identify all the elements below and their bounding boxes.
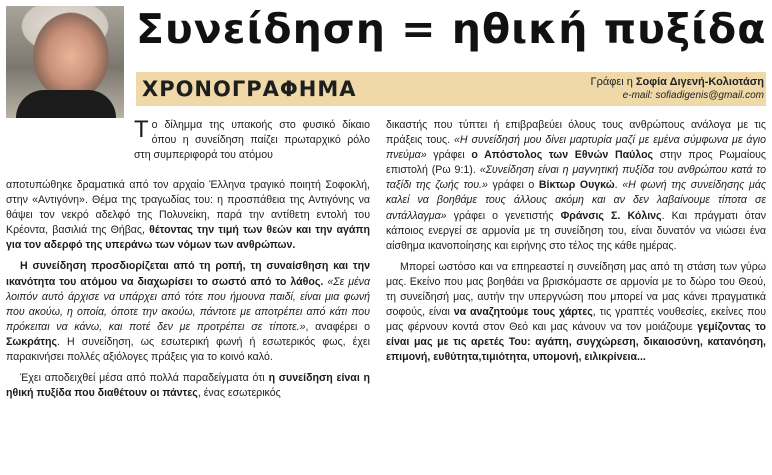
p1-text: αποτυπώθηκε δραματικά από τον αρχαίο Έλληνα τραγικό ποιητή Σοφοκλή, στην «Αντιγόνη». Θέμα της τραγωδίας του: η προσπάθεια της Αντιγόνης να θάψει τον νεκρό αδελφό της Πολυνείκη, παρά την αντίθετη εντολή του Κρέοντα, βασιλιά της Θήβας,	[6, 179, 370, 237]
r1-quote1: «Η συνείδησή μου δίνει μαρτυρία μαζί με εμένα σύμφωνα με άγιο πνεύμα»	[386, 134, 766, 162]
p2-name: Σωκράτης	[6, 335, 57, 348]
dropcap: Τ	[134, 116, 149, 143]
r1-name2: Βίκτωρ Ουγκώ	[538, 179, 615, 192]
p2-bold: Η συνείδηση προσδιορίζεται από τη ροπή, τη συναίσθηση και την ικανότητα του ατόμου να διαχωρίσει το σωστό από το λάθος.	[6, 260, 370, 288]
byline-email[interactable]: e-mail: sofiadigenis@gmail.com	[622, 90, 764, 101]
lead-text: ο δίλημμα της υπακοής στο φυσικό δίκαιο όπου η συνείδηση παίζει πρωταρχικό ρόλο στη συμπεριφορά του ατόμου	[134, 119, 370, 162]
p2-quote: «Σε μένα λοιπόν αυτό άρχισε να υπάρχει από τότε που ήμουνα παιδί, είναι μια φωνή που ακούω, η οποία, όποτε την ακούω, πάντοτε με αποτρέπει από κάτι που πρόκειται να κάνω, και ποτέ δεν με προτρέπει σε τίποτε.»	[6, 275, 371, 333]
r2-start: Μπορεί ωστόσο και να επηρεαστεί η συνείδηση μας από τη στάση των γύρω μας. Εκείνο που μας βοηθάει να βρισκόμαστε σε αρμονία με το δώρο του Θεού, τη συνείδησή μας, αυτήν την υπεργνώση που μπορεί να μας κάνει πραγματικά σοφούς, είναι	[386, 260, 766, 319]
r1-quote2: «Συνείδηση είναι η μαγνητική πυξίδα του ανθρώπου κατά το ταξίδι της ζωής του.»	[386, 164, 766, 192]
r1-end: . Και πράγματι όταν κάποιος ενεργεί σε αρμονία με τη συνείδηση του, είναι δυνατόν να νιώσει ένα αίσθημα ικανοποίησης και ειρήνης στο τέλος της κάθε ημέρας.	[386, 209, 766, 252]
article-left-column	[6, 178, 370, 407]
byline-author: Σοφία Διγενή-Κολιοτάση	[635, 76, 764, 88]
r1-mid2: στην προς Ρωμαίους επιστολή (Ρω 9:1).	[386, 149, 766, 177]
p3-bold: η συνείδηση είναι η ηθική πυξίδα που διαθέτουν οι πάντες	[6, 372, 370, 400]
r1-mid1: γράφει	[426, 149, 472, 162]
p3-end: , ένας εσωτερικός	[197, 387, 281, 400]
r1-name1: ο Απόστολος των Εθνών Παύλος	[471, 149, 654, 162]
p2-mid: , αναφέρει ο	[305, 320, 371, 333]
r2-bold2: γεμίζοντας το είναι μας με τις αρετές Του: αγάπη, συγχώρεση, δικαιοσύνη, κατανόηση, επιμονή, ευθύτητα,τιμιότητα, υπομονή, ειλικρίνεια...	[386, 321, 766, 364]
byline-prefix: Γράφει η	[590, 76, 636, 88]
author-photo	[6, 6, 124, 118]
headline: Συνείδηση = ηθική πυξίδα	[136, 5, 767, 53]
r1-start: δικαστής που τύπτει ή επιβραβεύει όλους τους ανθρώπους ανάλογα με τις πράξεις τους.	[386, 119, 766, 147]
article-right-column	[386, 118, 766, 372]
r1-mid3: γράφει ο	[487, 179, 539, 192]
article-lead	[134, 118, 370, 169]
byline	[591, 76, 764, 102]
p1-bold: θέτοντας την τιμή των θεών και την αγάπη για τον αδερφό της υπεράνω των νόμων των ανθρώπων.	[6, 224, 370, 252]
p2-end: . Η συνείδηση, ως εσωτερική φωνή ή εσωτερικός φως, έχει παρακινήσει πολλές αξιόλογες πράξεις για το κοινό καλό.	[6, 335, 370, 364]
r1-name3: Φράνσις Σ. Κόλινς	[560, 209, 662, 222]
r1-mid4: .	[614, 179, 623, 192]
r1-mid5: γράφει ο γενετιστής	[446, 209, 561, 222]
p3-start: Έχει αποδειχθεί μέσα από πολλά παραδείγματα ότι	[20, 372, 269, 385]
r2-bold1: να αναζητούμε τους χάρτες	[453, 306, 593, 319]
r2-mid: , τις γραπτές νουθεσίες, εκείνες που μας φέρνουν κοντά στον Θεό και μας κάνουν να τον μοιάζουμε	[386, 306, 766, 334]
section-label: ΧΡΟΝΟΓΡΑΦΗΜΑ	[142, 77, 357, 101]
r1-quote3: «Η φωνή της συνείδησης μάς καλεί να βοηθάμε τους άλλους ακόμη και αν δεν λαβαίνουμε τίποτα σε αντάλλαγμα»	[386, 179, 767, 222]
